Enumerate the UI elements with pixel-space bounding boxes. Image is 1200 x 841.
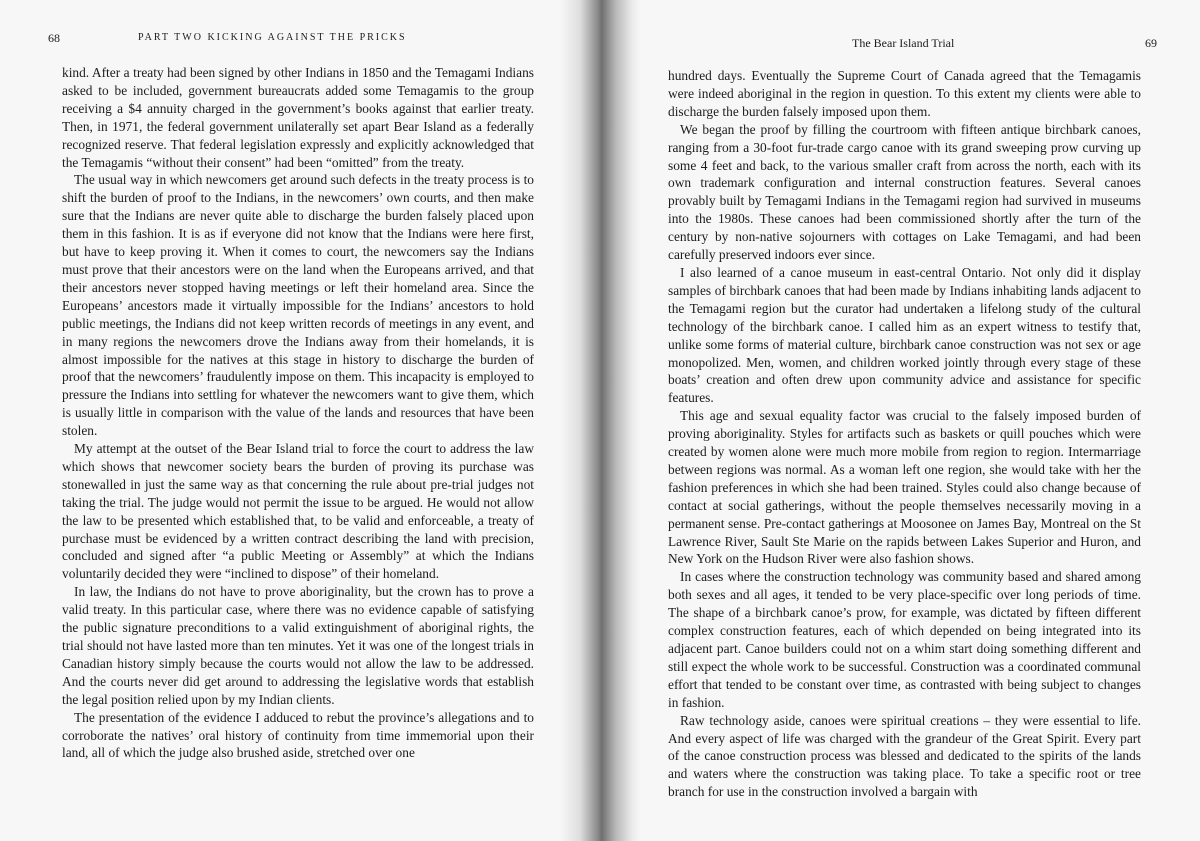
paragraph: We began the proof by filling the courtroom with fifteen antique birchbark canoes, ranging from a 30-foot fur-trade cargo canoe with its grand sweeping prow curving up some 4 feet and back, to the various smaller craft from across the north, each with its own trademark configuration and internal construction features. Several canoes provably built by Temagami Indians in the Temagami region had survived in museums into the 1980s. These canoes had been commissioned shortly after the turn of the century by non-native sojourners with cottages on Lake Temagami, and had been carefully preserved indoors ever since. — [668, 121, 1141, 263]
paragraph: Raw technology aside, canoes were spiritual creations – they were essential to life. And every aspect of life was charged with the grandeur of the Great Spirit. Every part of the canoe construction process was blessed and dedicated to the spirits of the lands and waters where the construction was taking place. To take a specific root or tree branch for use in the construction involved a bargain with — [668, 712, 1141, 800]
paragraph: My attempt at the outset of the Bear Island trial to force the court to address the law which shows that newcomer society bears the burden of proving its purchase was stonewalled in just the same way as that concerning the rule about pre-trial judges not taking the trial. The judge would not permit the issue to be argued. He would not allow the law to be presented which established that, to be valid and enforceable, a treaty of purchase must be evidenced by a written contract describing the land with precision, concluded and signed after “a public Meeting or Assembly” at which the Indians voluntarily decided they were “inclined to dispose” of their homeland. — [62, 441, 534, 582]
body-text — [668, 67, 1141, 801]
running-head: PART TWO KICKING AGAINST THE PRICKS — [138, 32, 407, 43]
running-head: The Bear Island Trial — [852, 36, 955, 50]
paragraph: In cases where the construction technology was community based and shared among both sexes and all ages, it tended to be very place-specific over long periods of time. The shape of a birchbark canoe’s prow, for example, was dictated by fifteen different complex construction features, each of which depended on being integrated into its adjacent part. Canoe builders could not on a whim start doing something different and still expect the whole work to be successful. Construction was a coordinated communal effort that tended to be constant over time, as contrasted with being subject to changes in fashion. — [668, 569, 1141, 710]
paragraph: hundred days. Eventually the Supreme Court of Canada agreed that the Temagamis were indeed aboriginal in the region in question. To this extent my clients were able to discharge the burden falsely imposed upon them. — [668, 68, 1141, 119]
page-number: 68 — [48, 31, 60, 45]
paragraph: kind. After a treaty had been signed by other Indians in 1850 and the Temagami Indians asked to be included, government bureaucrats added some Temagamis to the group receiving a $4 annuity charged in the government’s books against that earlier treaty. Then, in 1971, the federal government unilaterally set apart Bear Island as a federally recognized reserve. That federal legislation expressly and explicitly acknowledged that the Temagamis “without their consent” had been “omitted” from the treaty. — [62, 65, 534, 170]
paragraph: In law, the Indians do not have to prove aboriginality, but the crown has to prove a valid treaty. In this particular case, where there was no evidence capable of satisfying the public signature preconditions to a valid extinguishment of aboriginal rights, the trial should not have lasted more than ten minutes. Yet it was one of the longest trials in Canadian history simply because the courts would not allow the law to be addressed. And the courts never did get around to addressing the legislative words that establish the legal position relied upon by my Indian clients. — [62, 584, 534, 707]
paragraph: The presentation of the evidence I adduced to rebut the province’s allegations and to corroborate the natives’ oral history of continuity from time immemorial upon their land, all of which the judge also brushed aside, stretched over one — [62, 709, 534, 761]
right-page — [600, 0, 1200, 841]
left-page — [0, 0, 585, 841]
paragraph: I also learned of a canoe museum in east-central Ontario. Not only did it display samples of birchbark canoes that had been made by Indians inhabiting lands adjacent to the Temagami region but the curator had undertaken a lifelong study of the cultural technology of the birchbark canoe. I called him as an expert witness to testify that, unlike some forms of material culture, birchbark canoe construction was not sex or age monopolized. Men, women, and children worked jointly through every stage of these boats’ creation and often drew upon community advice and assistance for specific features. — [668, 264, 1141, 406]
paragraph: The usual way in which newcomers get around such defects in the treaty process is to shift the burden of proof to the Indians, in the newcomers’ own courts, and then make sure that the Indians are never quite able to discharge the burden falsely placed upon them in this fashion. It is as if everyone did not know that the Indians were here first, but have to keep proving it. When it comes to court, the newcomers say the Indians must prove that their ancestors were on the land when the Europeans arrived, and that their ancestors never stopped having meetings or left their homeland area. Since the Europeans’ ancestors made it virtually impossible for the Indians’ ancestors to hold public meetings, the Indians did not keep written records of meetings in any event, and in many regions the newcomers drove the Indians away from their homelands, it is almost impossible for the natives at this stage in history to discharge the burden of proof that the newcomers’ fraudulently impose on them. This incapacity is employed to pressure the Indians into settling for whatever the newcomers want to give them, which is usually little in comparison with the value of the lands and resources that have been stolen. — [62, 172, 534, 439]
body-text — [62, 64, 534, 762]
paragraph: This age and sexual equality factor was crucial to the falsely imposed burden of proving aboriginality. Styles for artifacts such as baskets or quill pouches which were created by women alone were much more mobile from region to region. Intermarriage between regions was normal. As a woman left one region, she would take with her the fashion preferences in which she had been trained. Styles could also change because of contact at social gatherings, without the people themselves necessarily moving in a permanent sense. Pre-contact gatherings at Moosonee on James Bay, Montreal on the St Lawrence River, Sault Ste Marie on the rapids between Lakes Superior and Huron, and New York on the Hudson River were also fashion shows. — [668, 408, 1141, 567]
page-number: 69 — [1145, 36, 1157, 50]
